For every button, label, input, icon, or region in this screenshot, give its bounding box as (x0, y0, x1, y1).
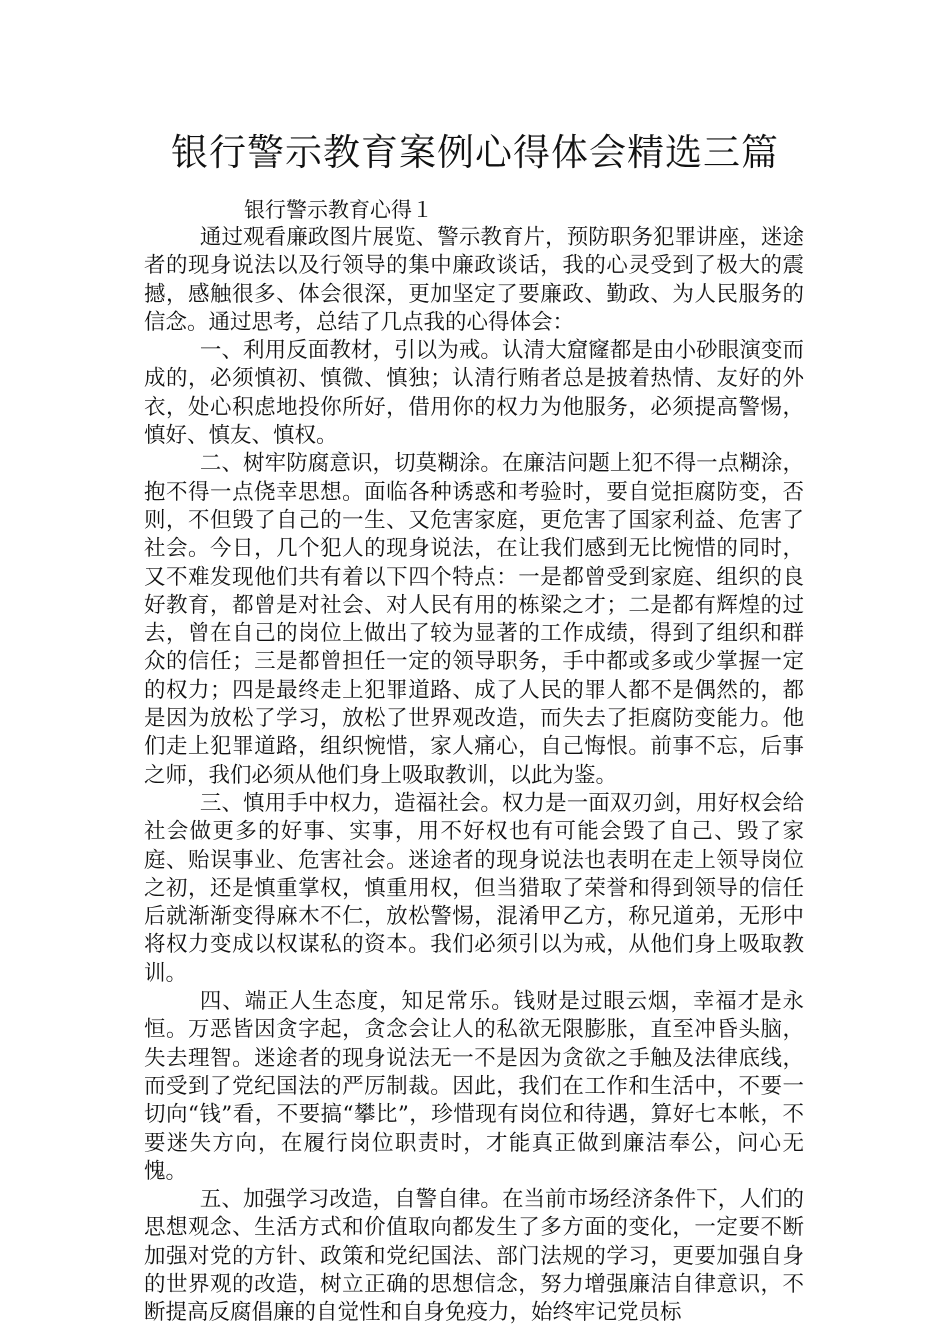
document-body (144, 196, 804, 1328)
paragraph-point-4: 四、端正人生态度，知足常乐。钱财是过眼云烟，幸福才是永恒。万恶皆因贪字起，贪念会让人的私欲无限膨胀，直至冲昏头脑，失去理智。迷途者的现身说法无一不是因为贪欲之手触及法律底线，而受到了党纪国法的严厉制裁。因此，我们在工作和生活中，不要一切向“钱”看，不要搞“攀比”，珍惜现有岗位和待遇，算好七本帐，不要迷失方向，在履行岗位职责时，才能真正做到廉洁奉公，问心无愧。 (144, 989, 804, 1184)
document-title: 银行警示教育案例心得体会精选三篇 (171, 131, 779, 174)
paragraph-point-3: 三、慎用手中权力，造福社会。权力是一面双刃剑，用好权会给社会做更多的好事、实事，用不好权也有可能会毁了自己、毁了家庭、贻误事业、危害社会。迷途者的现身说法也表明在走上领导岗位之初，还是慎重掌权，慎重用权，但当猎取了荣誉和得到领导的信任后就渐渐变得麻木不仁，放松警惕，混淆甲乙方，称兄道弟，无形中将权力变成以权谋私的资本。我们必须引以为戒，从他们身上吸取教训。 (144, 790, 804, 986)
paragraph-intro: 通过观看廉政图片展览、警示教育片，预防职务犯罪讲座，迷途者的现身说法以及行领导的集中廉政谈话，我的心灵受到了极大的震撼，感触很多、体会很深，更加坚定了要廉政、勤政、为人民服务的信念。通过思考，总结了几点我的心得体会： (144, 225, 804, 335)
section-subtitle: 银行警示教育心得１ (244, 198, 433, 222)
paragraph-point-2: 二、树牢防腐意识，切莫糊涂。在廉洁问题上犯不得一点糊涂，抱不得一点侥幸思想。面临各种诱惑和考验时，要自觉拒腐防变，否则，不但毁了自己的一生、又危害家庭，更危害了国家利益、危害了社会。今日，几个犯人的现身说法，在让我们感到无比惋惜的同时，又不难发现他们共有着以下四个特点：一是都曾受到家庭、组织的良好教育，都曾是对社会、对人民有用的栋梁之才；二是都有辉煌的过去，曾在自己的岗位上做出了较为显著的工作成绩，得到了组织和群众的信任；三是都曾担任一定的领导职务，手中都或多或少掌握一定的权力；四是最终走上犯罪道路、成了人民的罪人都不是偶然的，都是因为放松了学习，放松了世界观改造，而失去了拒腐防变能力。他们走上犯罪道路，组织惋惜，家人痛心，自己悔恨。前事不忘，后事之师，我们必须从他们身上吸取教训，以此为鉴。 (144, 451, 804, 788)
paragraph-point-5: 五、加强学习改造，自警自律。在当前市场经济条件下，人们的思想观念、生活方式和价值取向都发生了多方面的变化，一定要不断加强对党的方针、政策和党纪国法、部门法规的学习，更要加强自身的世界观的改造，树立正确的思想信念，努力增强廉洁自律意识，不断提高反腐倡廉的自觉性和自身免疫力，始终牢记党员标 (144, 1187, 804, 1326)
paragraph-point-1: 一、利用反面教材，引以为戒。认清大窟窿都是由小砂眼演变而成的，必须慎初、慎微、慎独；认清行贿者总是披着热情、友好的外衣，处心积虑地投你所好，借用你的权力为他服务，必须提高警惕，慎好、慎友、慎权。 (144, 338, 804, 449)
